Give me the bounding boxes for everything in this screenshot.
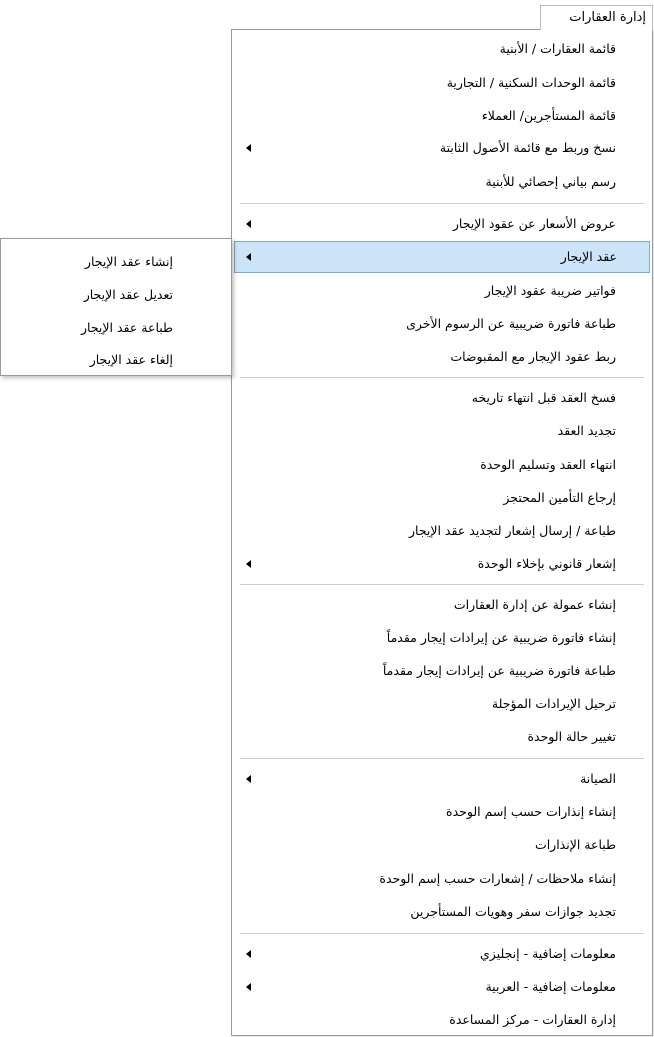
menu-item-print-other-fees-invoice[interactable] <box>234 309 650 339</box>
menu-separator <box>240 584 644 585</box>
submenu-item-label: إلغاء عقد الإيجار <box>89 352 173 367</box>
menu-item-label: عروض الأسعار عن عقود الإيجار <box>452 216 616 231</box>
menu-item-label: عقد الإيجار <box>560 249 617 264</box>
submenu-arrow-icon <box>246 775 251 783</box>
menu-item-extra-info-english[interactable] <box>234 939 650 969</box>
menu-item-label: إرجاع التأمين المحتجز <box>503 490 616 505</box>
menu-item-print-warnings[interactable] <box>234 830 650 860</box>
menu-item-label: إدارة العقارات - مركز المساعدة <box>449 1012 616 1027</box>
menu-item-print-advance-rent-invoice[interactable] <box>234 656 650 686</box>
menu-item-units-list[interactable] <box>234 68 650 98</box>
menu-item-label: إنشاء ملاحظات / إشعارات حسب إسم الوحدة <box>379 871 616 886</box>
menubar-title: إدارة العقارات <box>569 10 646 25</box>
menu-item-label: الصيانة <box>580 771 616 786</box>
submenu-arrow-icon <box>246 253 251 261</box>
menu-item-renew-contract[interactable] <box>234 416 650 446</box>
menu-item-maintenance[interactable] <box>234 764 650 794</box>
menu-item-label: ترحيل الإيرادات المؤجلة <box>491 696 616 711</box>
menu-item-label: رسم بياني إحصائي للأبنية <box>485 174 616 189</box>
menu-item-refund-deposit[interactable] <box>234 483 650 513</box>
menu-separator <box>240 933 644 934</box>
submenu-arrow-icon <box>246 983 251 991</box>
menu-item-create-advance-rent-invoice[interactable] <box>234 623 650 653</box>
submenu-item-print-lease[interactable] <box>3 313 229 343</box>
menu-item-label: معلومات إضافية - العربية <box>485 979 616 994</box>
menu-item-extra-info-arabic[interactable] <box>234 972 650 1002</box>
submenu-arrow-icon <box>246 950 251 958</box>
menu-item-create-notes[interactable] <box>234 864 650 894</box>
lease-contract-submenu <box>0 238 232 376</box>
menu-item-eviction-notice[interactable] <box>234 549 650 579</box>
submenu-item-cancel-lease[interactable] <box>3 345 229 375</box>
submenu-arrow-icon <box>246 220 251 228</box>
menu-item-label: انتهاء العقد وتسليم الوحدة <box>480 457 616 472</box>
menu-item-label: طباعة فاتورة ضريبية عن إيرادات إيجار مقدماً <box>382 663 616 678</box>
menu-item-label: تجديد العقد <box>557 423 616 438</box>
menu-item-lease-quotes[interactable] <box>234 209 650 239</box>
menu-item-renew-passports-ids[interactable] <box>234 897 650 927</box>
menu-item-label: قائمة الوحدات السكنية / التجارية <box>446 75 616 90</box>
menu-item-end-contract-handover[interactable] <box>234 450 650 480</box>
menu-item-lease-contract[interactable] <box>234 241 650 273</box>
menu-item-label: قائمة العقارات / الأبنية <box>499 41 616 56</box>
submenu-item-edit-lease[interactable] <box>3 280 229 310</box>
menu-item-label: إنشاء إنذارات حسب إسم الوحدة <box>446 804 616 819</box>
menu-item-lease-tax-invoices[interactable] <box>234 276 650 306</box>
submenu-arrow-icon <box>246 144 251 152</box>
menu-item-management-commission[interactable] <box>234 590 650 620</box>
menu-item-terminate-contract[interactable] <box>234 383 650 413</box>
submenu-item-label: إنشاء عقد الإيجار <box>84 254 173 269</box>
menu-item-change-unit-status[interactable] <box>234 722 650 752</box>
menu-item-label: طباعة فاتورة ضريبية عن الرسوم الأخرى <box>406 316 616 331</box>
menu-item-label: معلومات إضافية - إنجليزي <box>480 946 616 961</box>
submenu-item-create-lease[interactable] <box>3 247 229 277</box>
menu-item-label: إنشاء فاتورة ضريبية عن إيرادات إيجار مقدماً <box>386 630 616 645</box>
menu-item-label: فسخ العقد قبل انتهاء تاريخه <box>471 390 616 405</box>
submenu-item-label: تعديل عقد الإيجار <box>83 287 173 302</box>
menubar-property-management[interactable] <box>540 5 653 30</box>
menu-item-tenants-list[interactable] <box>234 101 650 131</box>
menu-item-help-center[interactable] <box>234 1005 650 1035</box>
menu-item-label: تغيير حالة الوحدة <box>527 729 616 744</box>
menu-separator <box>240 203 644 204</box>
menu-item-label: قائمة المستأجرين/ العملاء <box>481 108 616 123</box>
menu-item-renewal-notice[interactable] <box>234 516 650 546</box>
menu-separator <box>240 758 644 759</box>
menu-item-properties-list[interactable] <box>234 34 650 64</box>
menu-item-label: طباعة الإنذارات <box>534 837 616 852</box>
dropdown-menu <box>231 29 653 1036</box>
menu-item-label: ربط عقود الإيجار مع المقبوضات <box>450 349 616 364</box>
menu-item-create-warnings[interactable] <box>234 797 650 827</box>
submenu-arrow-icon <box>246 560 251 568</box>
menu-item-post-deferred-revenue[interactable] <box>234 689 650 719</box>
menu-item-fixed-assets-link[interactable] <box>234 133 650 163</box>
menu-item-label: طباعة / إرسال إشعار لتجديد عقد الإيجار <box>408 523 616 538</box>
menu-item-label: إشعار قانوني بإخلاء الوحدة <box>477 556 616 571</box>
menu-item-label: تجديد جوازات سفر وهويات المستأجرين <box>410 904 616 919</box>
menu-item-statistics-chart[interactable] <box>234 167 650 197</box>
menu-item-label: نسخ وربط مع قائمة الأصول الثابتة <box>439 140 616 155</box>
menu-separator <box>240 377 644 378</box>
submenu-item-label: طباعة عقد الإيجار <box>81 320 173 335</box>
menu-item-label: فواتير ضريبة عقود الإيجار <box>484 283 616 298</box>
menu-item-label: إنشاء عمولة عن إدارة العقارات <box>453 597 616 612</box>
menu-item-link-receipts[interactable] <box>234 342 650 372</box>
